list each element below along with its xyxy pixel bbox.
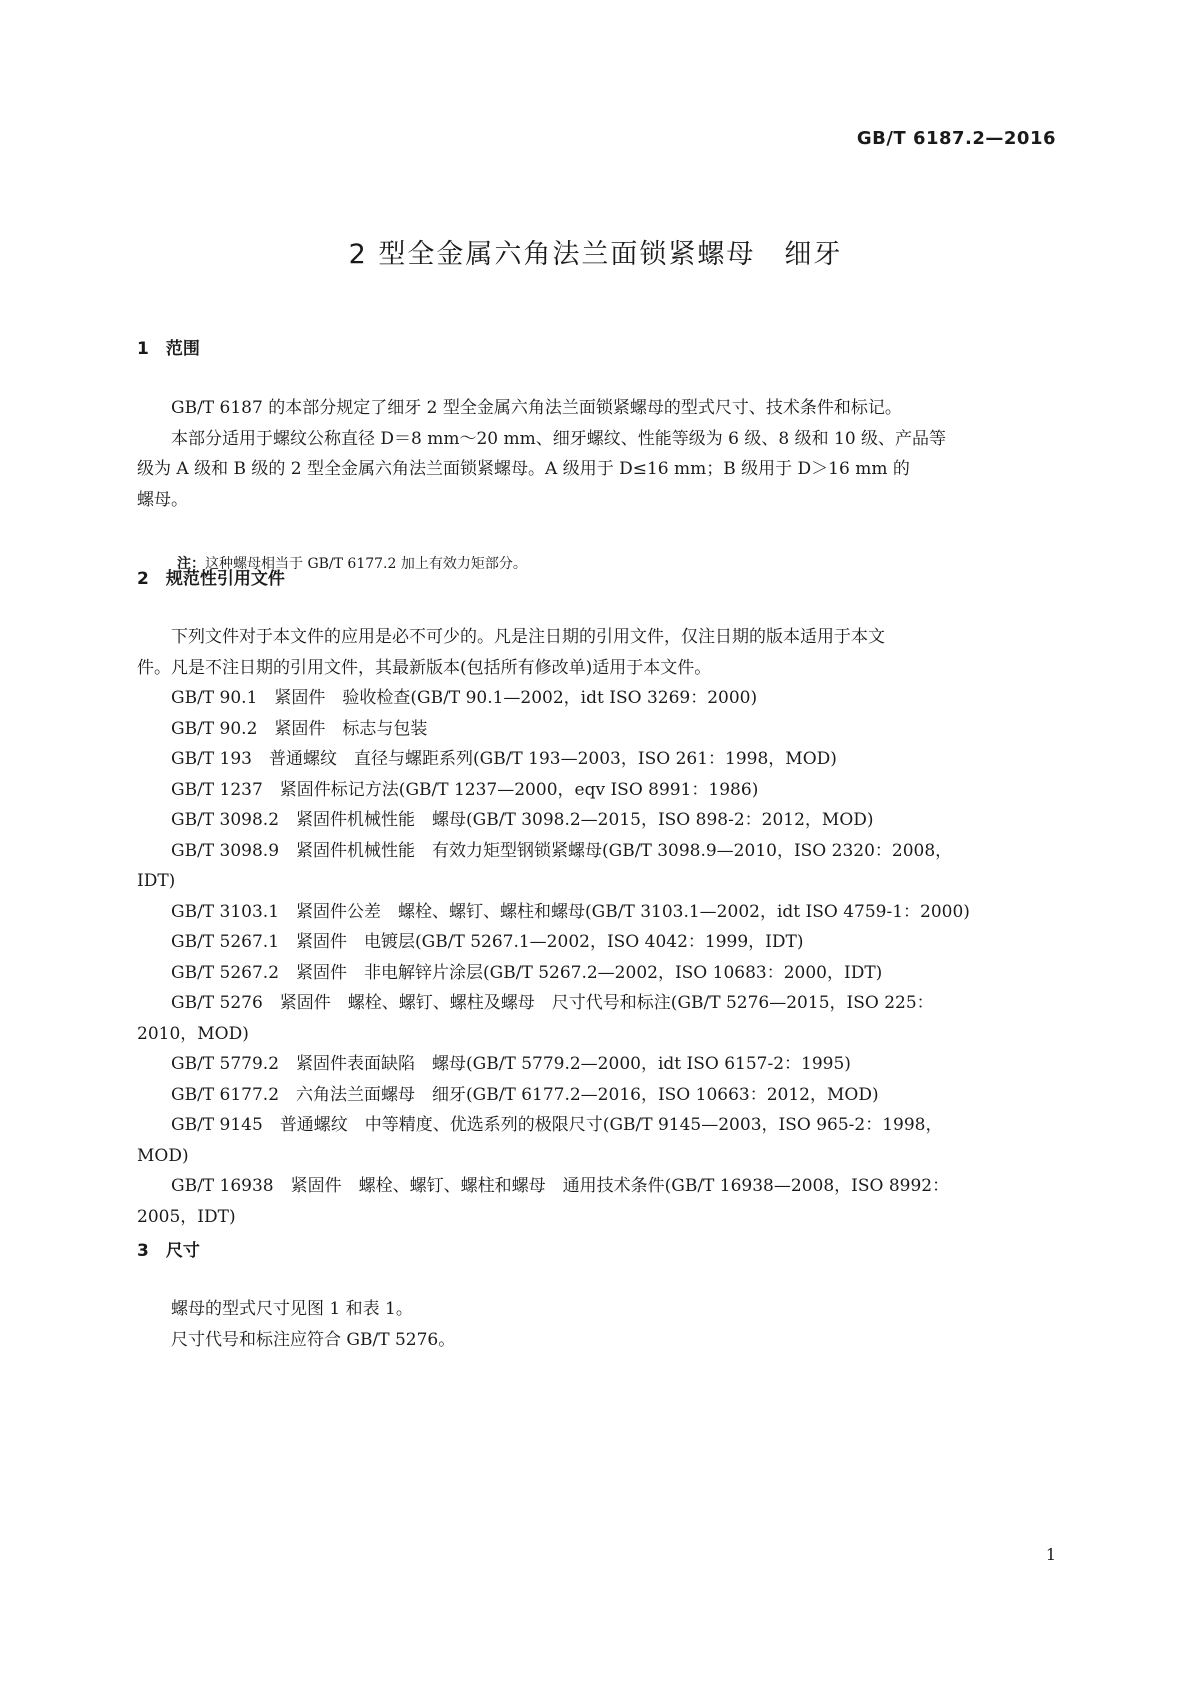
page-number: 1 [1045, 1545, 1056, 1564]
section-heading-scope: 1 范围 [137, 339, 200, 359]
standard-number: GB/T 6187.2—2016 [856, 128, 1056, 149]
note-label: 注： [177, 556, 205, 572]
scope-paragraph: GB/T 6187 的本部分规定了细牙 2 型全金属六角法兰面锁紧螺母的型式尺寸、技术条件和标记。 本部分适用于螺纹公称直径 D＝8 mm～20 mm、细牙螺纹、性能等级为 6 级、8 级和 10 级、产品等 级为 A 级和 B 级的 2 型全金属六角法兰面锁紧螺母。A 级用于 D≤16 mm；B 级用于 D＞16 mm 的 螺母。 [137, 398, 947, 510]
note-text: 这种螺母相当于 GB/T 6177.2 加上有效力矩部分。 [205, 556, 527, 572]
dimensions-paragraph: 螺母的型式尺寸见图 1 和表 1。 尺寸代号和标注应符合 GB/T 5276。 [170, 1299, 456, 1350]
document-title: 2 型全金属六角法兰面锁紧螺母 细牙 [348, 239, 843, 270]
section-heading-dimensions: 3 尺寸 [137, 1241, 200, 1261]
section-heading-references: 2 规范性引用文件 [137, 569, 285, 589]
references-list: 下列文件对于本文件的应用是必不可少的。凡是注日期的引用文件，仅注日期的版本适用于本文 件。凡是不注日期的引用文件，其最新版本(包括所有修改单)适用于本文件。 GB/T 90.1 紧固件 验收检查(GB/T 90.1—2002，idt ISO 3269：2000) GB/T 90.2 紧固件 标志与包装 GB/T 193 普通螺纹 直径与螺距系列(GB/T 193—2003，ISO 261：1998，MOD) GB/T 1237 紧固件标记方法(GB/T 1237—2000，eqv ISO 8991：1986) GB/T 3098.2 紧固件机械性能 螺母(GB/T 3098.2—2015，ISO 898-2：2012，MOD) GB/T 3098.9 紧固件机械性能 有效力矩型钢锁紧螺母(GB/T 3098.9—2010，ISO 2320：2008， IDT) GB/T 3103.1 紧固件公差 螺栓、螺钉、螺柱和螺母(GB/T 3103.1—2002，idt ISO 4759-1：2000) GB/T 5267.1 紧固件 电镀层(GB/T 5267.1—2002，ISO 4042：1999，IDT) GB/T 5267.2 紧固件 非电解锌片涂层(GB/T 5267.2—2002，ISO 10683：2000，IDT) GB/T 5276 紧固件 螺栓、螺钉、螺柱及螺母 尺寸代号和标注(GB/T 5276—2015，ISO 225： 2010，MOD) GB/T 5779.2 紧固件表面缺陷 螺母(GB/T 5779.2—2000，idt ISO 6157-2：1995) GB/T 6177.2 六角法兰面螺母 细牙(GB/T 6177.2—2016，ISO 10663：2012，MOD) GB/T 9145 普通螺纹 中等精度、优选系列的极限尺寸(GB/T 9145—2003，ISO 965-2：1998， MOD) GB/T 16938 紧固件 螺栓、螺钉、螺柱和螺母 通用技术条件(GB/T 16938—2008，ISO 8992： 2005，IDT) [137, 627, 970, 1227]
